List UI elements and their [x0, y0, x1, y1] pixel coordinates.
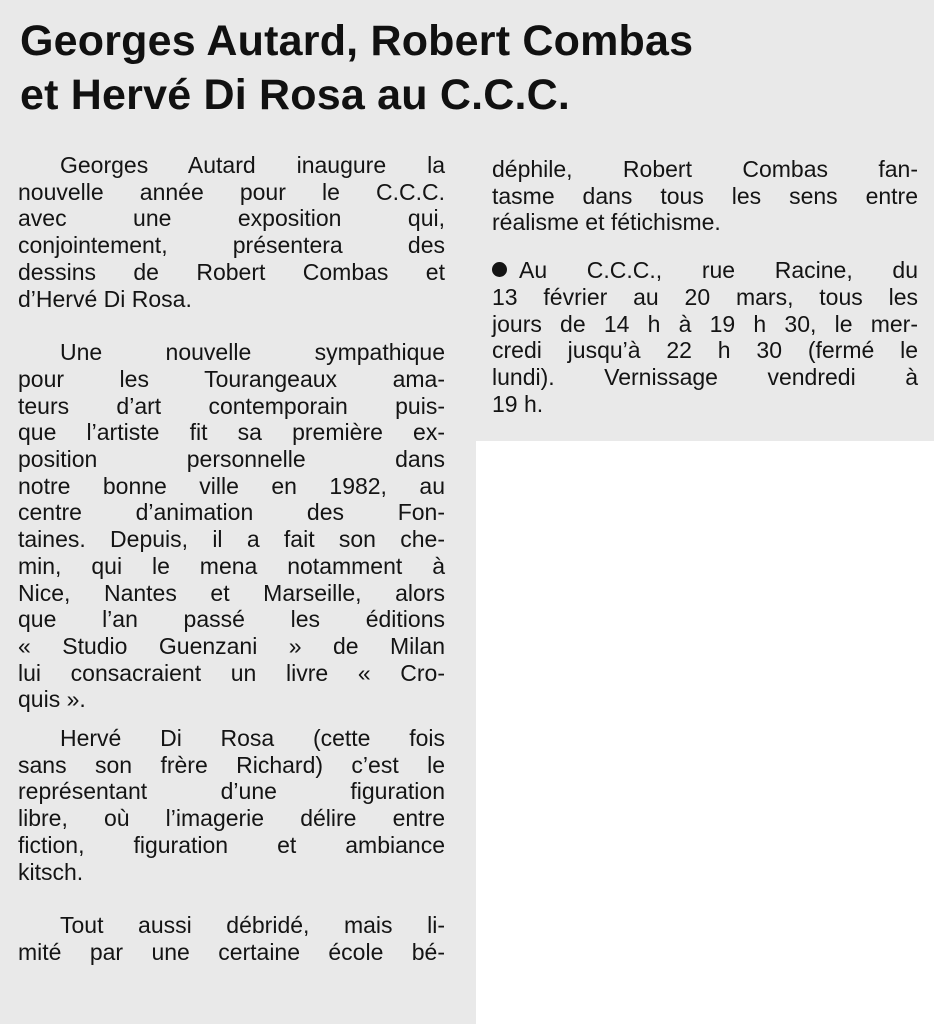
- bullet-dot-icon: [492, 262, 507, 277]
- text-line: conjointement, présentera des: [18, 232, 445, 259]
- text-line: dessins de Robert Combas et: [18, 258, 445, 285]
- text-line: quis ».: [18, 686, 86, 713]
- text-line: Hervé Di Rosa (cette fois: [60, 725, 445, 752]
- text-line: que l’artiste fit sa première ex-: [18, 419, 445, 446]
- text-line: Nice, Nantes et Marseille, alors: [18, 579, 445, 606]
- text-line: représentant d’une figuration: [18, 778, 445, 805]
- text-line: « Studio Guenzani » de Milan: [18, 632, 445, 659]
- text-line: réalisme et fétichisme.: [492, 209, 721, 236]
- paragraph-combas-end: [492, 156, 918, 236]
- paragraph-spacer: [18, 713, 445, 725]
- text-line: centre d’animation des Fon-: [18, 499, 445, 526]
- text-line: Au C.C.C., rue Racine, du: [519, 257, 918, 284]
- text-line: Georges Autard inaugure la: [60, 152, 445, 178]
- text-line: libre, où l’imagerie délire entre: [18, 805, 445, 832]
- text-line: 19 h.: [492, 390, 544, 417]
- text-line-with-bullet: [492, 257, 918, 284]
- right-column: [492, 156, 918, 417]
- paragraph-di-rosa: [18, 725, 445, 885]
- text-line: 13 février au 20 mars, tous les: [492, 283, 918, 310]
- text-line: Une nouvelle sympathique: [60, 339, 445, 366]
- text-line: position personnelle dans: [18, 446, 445, 473]
- text-line: min, qui le mena notamment à: [18, 552, 445, 579]
- paragraph-spacer: [492, 236, 918, 257]
- text-line: pour les Tourangeaux ama-: [18, 365, 445, 392]
- text-line: avec une exposition qui,: [18, 205, 445, 232]
- text-line: sans son frère Richard) c’est le: [18, 751, 445, 778]
- headline-line-2: et Hervé Di Rosa au C.C.C.: [20, 71, 571, 119]
- text-line: teurs d’art contemporain puis-: [18, 392, 445, 419]
- article-headline: [20, 14, 693, 122]
- text-line: taines. Depuis, il a fait son che-: [18, 526, 445, 553]
- text-line: d’Hervé Di Rosa.: [18, 285, 192, 312]
- text-line: credi jusqu’à 22 h 30 (fermé le: [492, 337, 918, 364]
- paragraph-autard: [18, 339, 445, 713]
- paragraph-combas-start: [18, 912, 445, 965]
- paragraph-spacer: [18, 885, 445, 912]
- text-line: jours de 14 h à 19 h 30, le mer-: [492, 310, 918, 337]
- left-column: [18, 152, 445, 966]
- paragraph-spacer: [18, 312, 445, 339]
- text-line: lundi). Vernissage vendredi à: [492, 363, 918, 390]
- text-line: que l’an passé les éditions: [18, 606, 445, 633]
- text-line: mité par une certaine école bé-: [18, 938, 445, 965]
- paragraph-intro: [18, 152, 445, 312]
- text-line: fiction, figuration et ambiance: [18, 831, 445, 858]
- text-line: Tout aussi débridé, mais li-: [60, 912, 445, 939]
- text-line: lui consacraient un livre « Cro-: [18, 659, 445, 686]
- text-line: notre bonne ville en 1982, au: [18, 472, 445, 499]
- text-line: tasme dans tous les sens entre: [492, 182, 918, 209]
- text-line: déphile, Robert Combas fan-: [492, 156, 918, 182]
- text-line: kitsch.: [18, 858, 84, 885]
- text-line: nouvelle année pour le C.C.C.: [18, 178, 445, 205]
- headline-line-1: Georges Autard, Robert Combas: [20, 17, 694, 65]
- paragraph-practical-info: [492, 257, 918, 417]
